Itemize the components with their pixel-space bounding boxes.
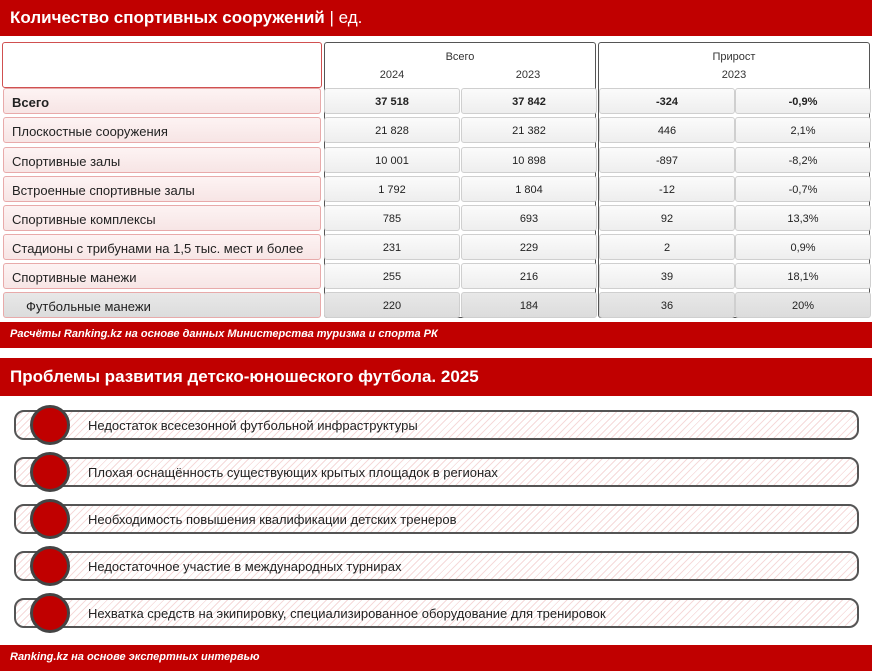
cell-growth-pct: -0,9% bbox=[735, 88, 871, 114]
cell-2023: 1 804 bbox=[461, 176, 597, 202]
header-growth-year: 2023 bbox=[721, 69, 747, 81]
row-label: Спортивные комплексы bbox=[3, 205, 321, 231]
problem-item: Недостаточное участие в международных турнирах bbox=[14, 551, 859, 581]
cell-2024: 10 001 bbox=[324, 147, 460, 173]
cell-growth-pct: 0,9% bbox=[735, 234, 871, 260]
cell-2024: 21 828 bbox=[324, 117, 460, 143]
table-title-bar bbox=[0, 0, 872, 36]
header-2023: 2023 bbox=[515, 69, 541, 81]
cell-2023: 37 842 bbox=[461, 88, 597, 114]
problem-item: Необходимость повышения квалификации детских тренеров bbox=[14, 504, 859, 534]
cell-growth-pct: -8,2% bbox=[735, 147, 871, 173]
problem-item: Недостаток всесезонной футбольной инфраструктуры bbox=[14, 410, 859, 440]
source-note: Расчёты Ranking.kz на основе данных Министерства туризма и спорта РК bbox=[0, 322, 872, 348]
cell-2023: 184 bbox=[461, 292, 597, 318]
bullet-circle-icon bbox=[30, 499, 70, 539]
cell-growth-pct: 18,1% bbox=[735, 263, 871, 289]
cell-2023: 10 898 bbox=[461, 147, 597, 173]
row-label: Стадионы с трибунами на 1,5 тыс. мест и более bbox=[3, 234, 321, 260]
cell-growth-abs: -12 bbox=[599, 176, 735, 202]
cell-growth-abs: -897 bbox=[599, 147, 735, 173]
header-growth: Прирост bbox=[712, 51, 756, 63]
cell-growth-pct: 13,3% bbox=[735, 205, 871, 231]
cell-2023: 216 bbox=[461, 263, 597, 289]
cell-growth-abs: 92 bbox=[599, 205, 735, 231]
row-label: Спортивные манежи bbox=[3, 263, 321, 289]
cell-growth-abs: -324 bbox=[599, 88, 735, 114]
cell-2024: 231 bbox=[324, 234, 460, 260]
row-label: Встроенные спортивные залы bbox=[3, 176, 321, 202]
header-total: Всего bbox=[445, 51, 475, 63]
cell-2023: 229 bbox=[461, 234, 597, 260]
problems-title: Проблемы развития детско-юношеского футбола. 2025 bbox=[0, 358, 872, 396]
cell-2024: 37 518 bbox=[324, 88, 460, 114]
cell-growth-pct: 20% bbox=[735, 292, 871, 318]
row-label: Плоскостные сооружения bbox=[3, 117, 321, 143]
cell-2024: 785 bbox=[324, 205, 460, 231]
problem-item: Нехватка средств на экипировку, специализированное оборудование для тренировок bbox=[14, 598, 859, 628]
row-label-total: Всего bbox=[3, 88, 321, 114]
cell-2023: 21 382 bbox=[461, 117, 597, 143]
cell-2024: 1 792 bbox=[324, 176, 460, 202]
cell-growth-abs: 446 bbox=[599, 117, 735, 143]
bullet-circle-icon bbox=[30, 452, 70, 492]
row-label: Спортивные залы bbox=[3, 147, 321, 173]
cell-growth-abs: 2 bbox=[599, 234, 735, 260]
bullet-circle-icon bbox=[30, 405, 70, 445]
cell-growth-pct: -0,7% bbox=[735, 176, 871, 202]
header-2024: 2024 bbox=[379, 69, 405, 81]
cell-growth-abs: 36 bbox=[599, 292, 735, 318]
cell-2023: 693 bbox=[461, 205, 597, 231]
cell-2024: 220 bbox=[324, 292, 460, 318]
bullet-circle-icon bbox=[30, 593, 70, 633]
table-unit: | ед. bbox=[329, 8, 363, 27]
bullet-circle-icon bbox=[30, 546, 70, 586]
cell-2024: 255 bbox=[324, 263, 460, 289]
table-title: Количество спортивных сооружений bbox=[10, 8, 325, 27]
source-note-2: Ranking.kz на основе экспертных интервью bbox=[0, 645, 872, 671]
problem-item: Плохая оснащённость существующих крытых площадок в регионах bbox=[14, 457, 859, 487]
row-label-subitem: Футбольные манежи bbox=[3, 292, 321, 318]
header-label-box bbox=[2, 42, 322, 88]
cell-growth-pct: 2,1% bbox=[735, 117, 871, 143]
cell-growth-abs: 39 bbox=[599, 263, 735, 289]
